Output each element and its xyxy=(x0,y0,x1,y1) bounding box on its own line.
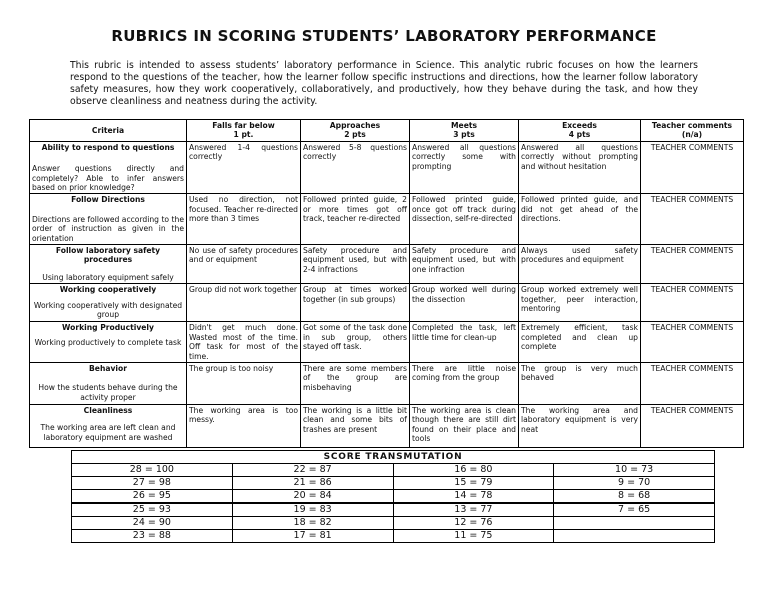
score-4-cell: Always used safety procedures and equipment xyxy=(519,245,641,284)
score-cell: 13 = 77 xyxy=(393,503,554,517)
rubric-row-safety xyxy=(30,245,744,284)
header-teacher-comments: Teacher comments (n/a) xyxy=(641,120,744,142)
score-4-cell: The working area and laboratory equipment is very neat xyxy=(519,404,641,447)
score-4-cell: Group worked extremely well together, peer interaction, mentoring xyxy=(519,284,641,322)
score-2-cell: The working is a little bit clean and some bits of trashes are present xyxy=(301,404,410,447)
score-row xyxy=(72,477,715,490)
score-1-cell: No use of safety procedures and or equipment xyxy=(187,245,301,284)
score-cell: 8 = 68 xyxy=(554,490,715,504)
rubric-header-row xyxy=(30,120,744,142)
score-transmutation-table xyxy=(71,450,715,543)
score-2-cell: Followed printed guide, 2 or more times got off track, teacher re-directed xyxy=(301,194,410,245)
score-3-cell: Safety procedure and equipment used, but with one infraction xyxy=(410,245,519,284)
score-4-cell: The group is very much behaved xyxy=(519,362,641,404)
score-cell: 9 = 70 xyxy=(554,477,715,490)
criteria-cell: Cleanliness The working area are left clean and laboratory equipment are washed xyxy=(30,404,187,447)
score-cell: 19 = 83 xyxy=(232,503,393,517)
score-3-cell: Group worked well during the dissection xyxy=(410,284,519,322)
score-1-cell: Used no direction, not focused. Teacher re-directed more than 3 times xyxy=(187,194,301,245)
score-1-cell: The group is too noisy xyxy=(187,362,301,404)
header-meets: Meets 3 pts xyxy=(410,120,519,142)
score-2-cell: Answered 5-8 questions correctly xyxy=(301,141,410,194)
score-cell: 23 = 88 xyxy=(72,530,233,543)
rubric-row-cleanliness xyxy=(30,404,744,447)
rubric-row-directions xyxy=(30,194,744,245)
intro-paragraph: This rubric is intended to assess students’ laboratory performance in Science. This analytic rubric focuses on how the learners respond to the questions of the teacher, how the learner follow specific instructions and directions, how the learner follow laboratory safety measures, how they work cooperatively, collaboratively, and productively, how they behave during the task, and how they observe cleanliness and neatness during the activity. xyxy=(70,60,698,107)
comment-cell: TEACHER COMMENTS xyxy=(641,322,744,363)
score-row xyxy=(72,517,715,530)
score-cell: 14 = 78 xyxy=(393,490,554,504)
score-4-cell: Followed printed guide, and did not get ahead of the directions. xyxy=(519,194,641,245)
score-cell: 20 = 84 xyxy=(232,490,393,504)
score-cell xyxy=(554,517,715,530)
comment-cell: TEACHER COMMENTS xyxy=(641,284,744,322)
score-cell: 7 = 65 xyxy=(554,503,715,517)
score-cell: 18 = 82 xyxy=(232,517,393,530)
score-3-cell: Completed the task, left little time for clean-up xyxy=(410,322,519,363)
score-cell: 25 = 93 xyxy=(72,503,233,517)
score-row xyxy=(72,464,715,477)
criteria-cell: Working Productively Working productively to complete task xyxy=(30,322,187,363)
comment-cell: TEACHER COMMENTS xyxy=(641,194,744,245)
criteria-cell: Ability to respond to questions Answer questions directly and completely? Able to infer answers based on prior knowledge? xyxy=(30,141,187,194)
header-approaches: Approaches 2 pts xyxy=(301,120,410,142)
header-exceeds: Exceeds 4 pts xyxy=(519,120,641,142)
score-cell: 12 = 76 xyxy=(393,517,554,530)
score-cell: 21 = 86 xyxy=(232,477,393,490)
score-cell: 27 = 98 xyxy=(72,477,233,490)
score-2-cell: There are some members of the group are misbehaving xyxy=(301,362,410,404)
score-cell: 11 = 75 xyxy=(393,530,554,543)
rubric-row-productive xyxy=(30,322,744,363)
score-2-cell: Group at times worked together (in sub groups) xyxy=(301,284,410,322)
score-3-cell: Followed printed guide, once got off track during dissection, self-re-directed xyxy=(410,194,519,245)
score-table-title: SCORE TRANSMUTATION xyxy=(72,451,715,464)
score-cell: 16 = 80 xyxy=(393,464,554,477)
score-cell: 24 = 90 xyxy=(72,517,233,530)
score-2-cell: Got some of the task done in sub group, others stayed off task. xyxy=(301,322,410,363)
score-cell: 17 = 81 xyxy=(232,530,393,543)
score-cell: 26 = 95 xyxy=(72,490,233,504)
score-1-cell: Answered 1-4 questions correctly xyxy=(187,141,301,194)
comment-cell: TEACHER COMMENTS xyxy=(641,362,744,404)
score-1-cell: The working area is too messy. xyxy=(187,404,301,447)
header-falls-far-below: Falls far below 1 pt. xyxy=(187,120,301,142)
score-row xyxy=(72,490,715,504)
score-3-cell: Answered all questions correctly some with prompting xyxy=(410,141,519,194)
comment-cell: TEACHER COMMENTS xyxy=(641,404,744,447)
rubric-row-behavior xyxy=(30,362,744,404)
criteria-cell: Follow laboratory safety procedures Using laboratory equipment safely xyxy=(30,245,187,284)
criteria-cell: Working cooperatively Working cooperatively with designated group xyxy=(30,284,187,322)
score-4-cell: Extremely efficient, task completed and clean up complete xyxy=(519,322,641,363)
score-2-cell: Safety procedure and equipment used, but with 2-4 infractions xyxy=(301,245,410,284)
page-title: RUBRICS IN SCORING STUDENTS’ LABORATORY PERFORMANCE xyxy=(111,27,657,45)
comment-cell: TEACHER COMMENTS xyxy=(641,245,744,284)
rubric-row-cooperative xyxy=(30,284,744,322)
comment-cell: TEACHER COMMENTS xyxy=(641,141,744,194)
score-row xyxy=(72,530,715,543)
criteria-cell: Behavior How the students behave during the activity proper xyxy=(30,362,187,404)
rubric-table xyxy=(29,119,744,448)
rubric-row-respond xyxy=(30,141,744,194)
criteria-cell: Follow Directions Directions are followed according to the order of instruction as given in the orientation xyxy=(30,194,187,245)
score-4-cell: Answered all questions correctly without prompting and without hesitation xyxy=(519,141,641,194)
score-cell: 15 = 79 xyxy=(393,477,554,490)
score-cell: 22 = 87 xyxy=(232,464,393,477)
score-1-cell: Group did not work together xyxy=(187,284,301,322)
score-1-cell: Didn't get much done. Wasted most of the time. Off task for most of the time. xyxy=(187,322,301,363)
score-3-cell: There are little noise coming from the group xyxy=(410,362,519,404)
score-cell xyxy=(554,530,715,543)
score-row xyxy=(72,503,715,517)
score-cell: 28 = 100 xyxy=(72,464,233,477)
score-3-cell: The working area is clean though there are still dirt found on their place and tools xyxy=(410,404,519,447)
score-cell: 10 = 73 xyxy=(554,464,715,477)
header-criteria: Criteria xyxy=(30,120,187,142)
